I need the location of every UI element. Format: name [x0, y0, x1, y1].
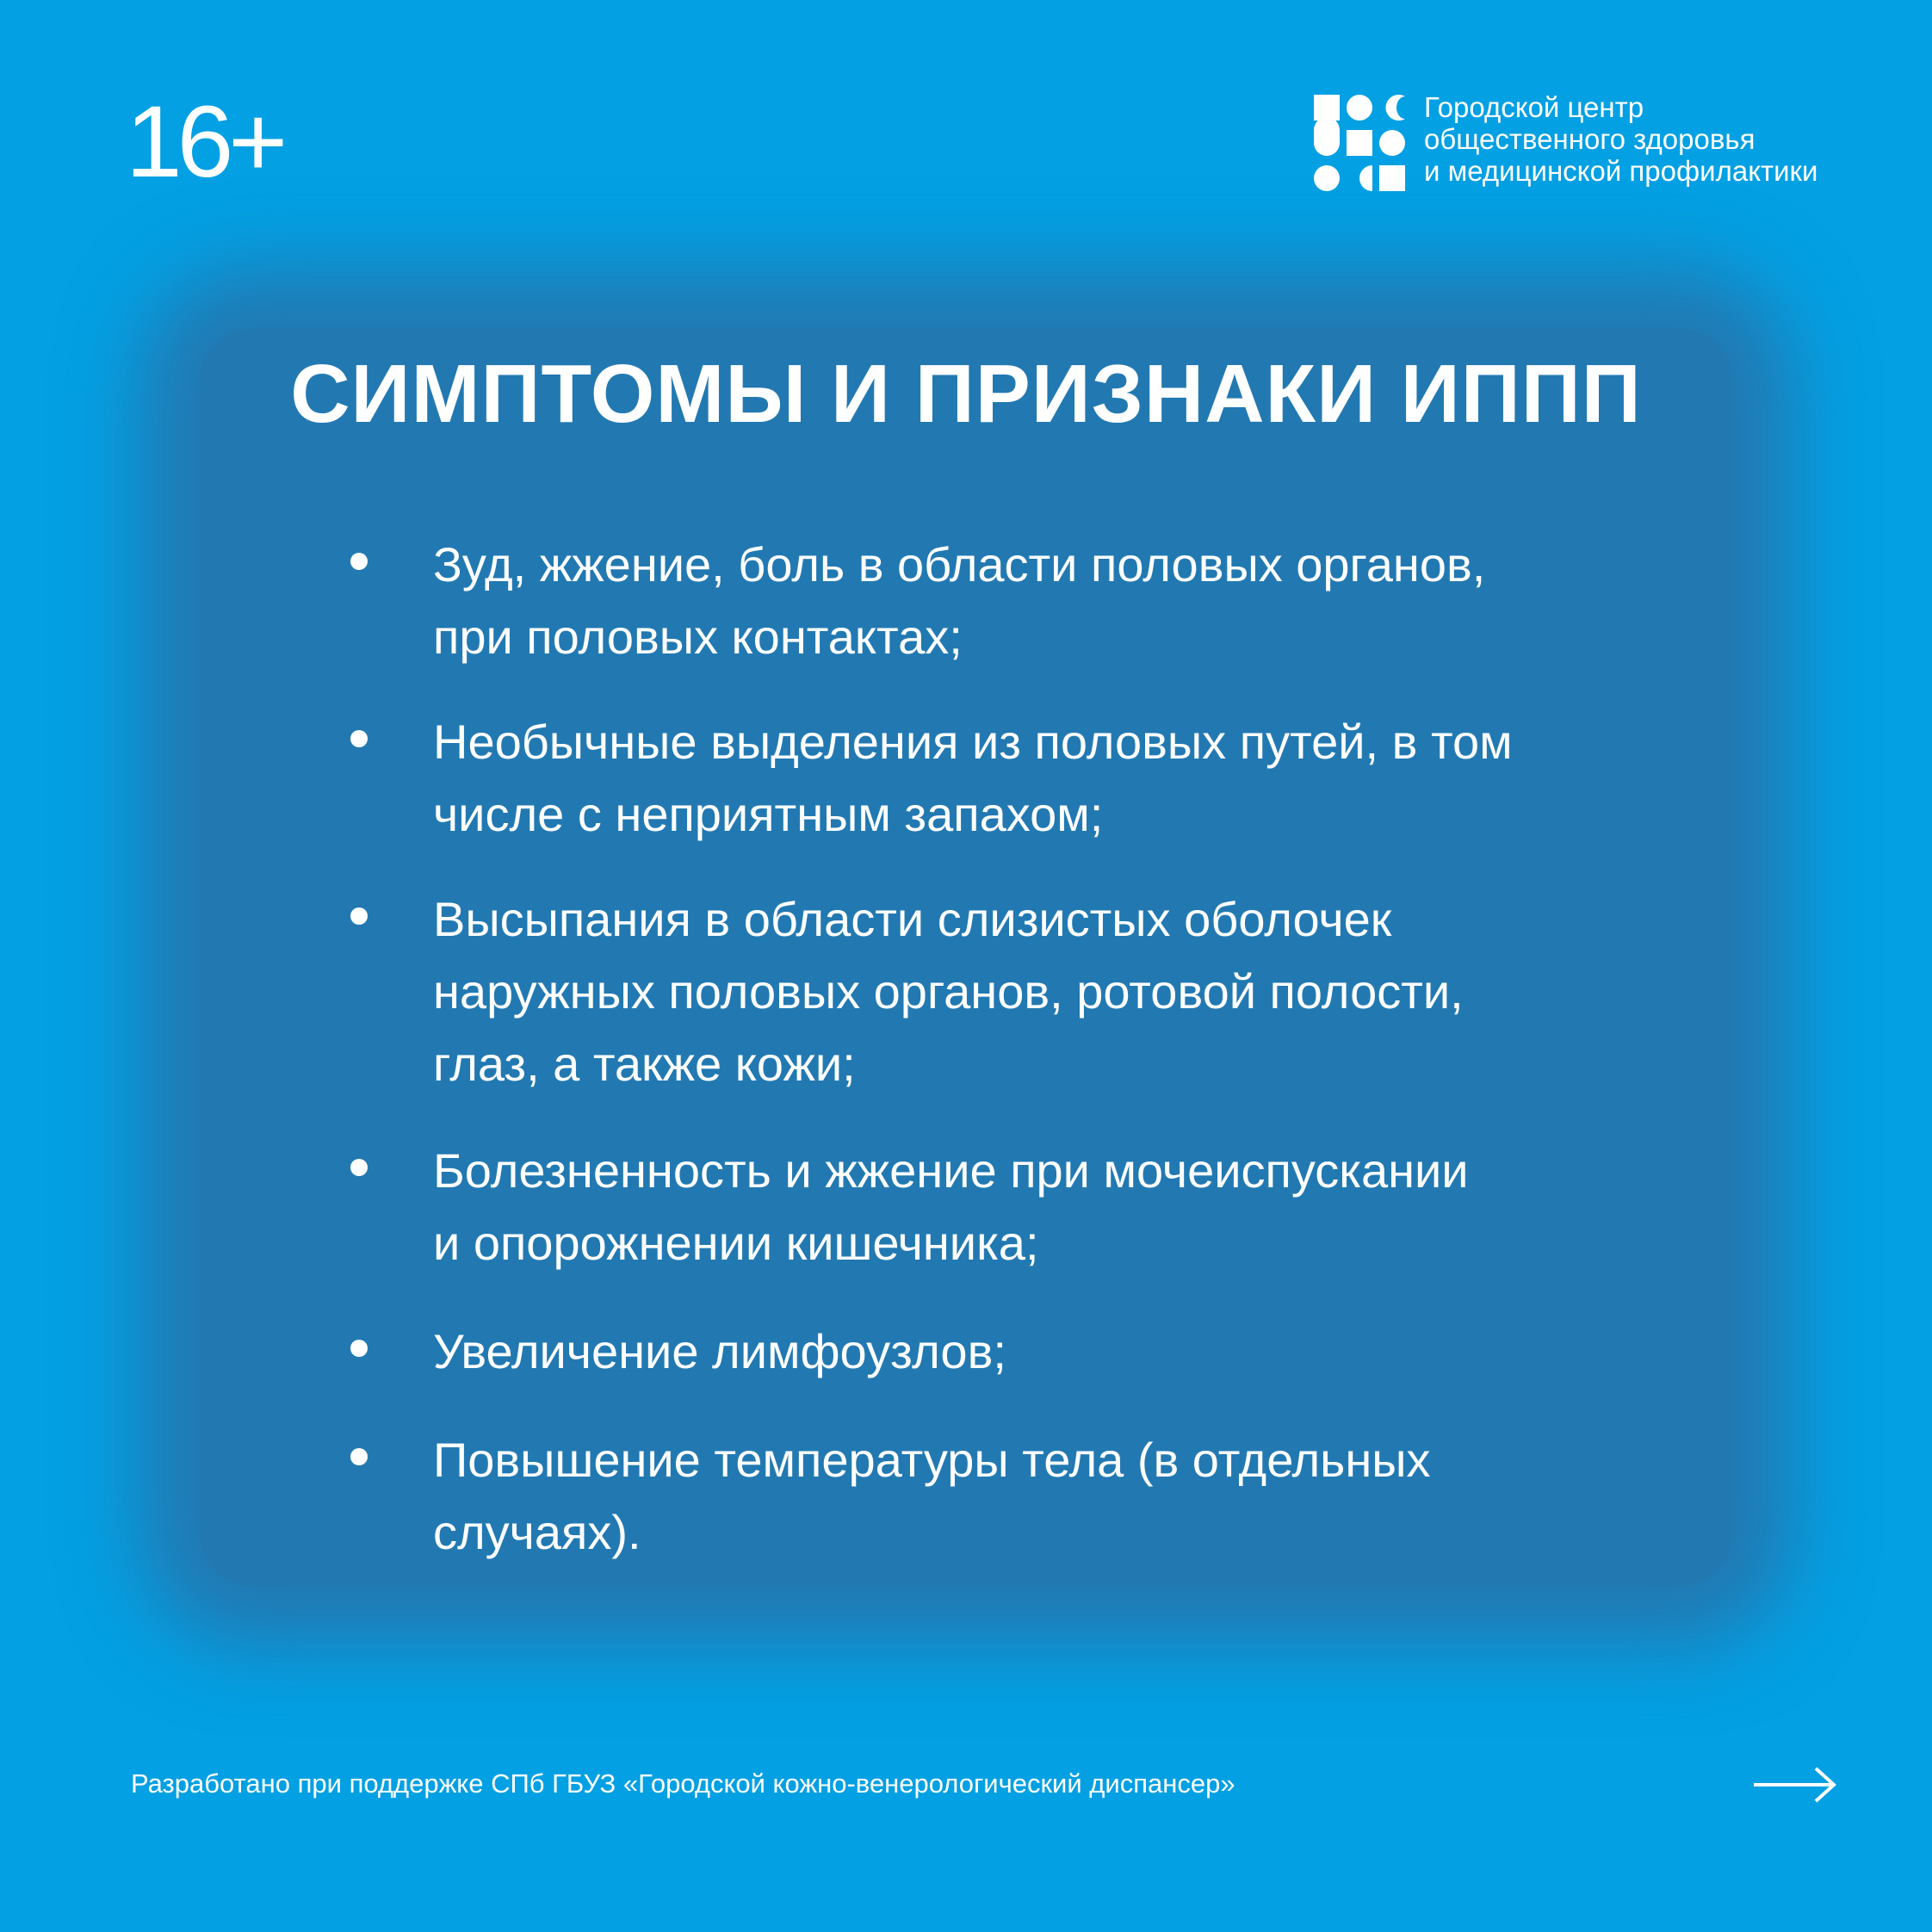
bullet-icon — [350, 1159, 368, 1176]
bullet-icon — [350, 907, 368, 925]
bullet-icon — [350, 730, 368, 747]
logo-mark-icon — [1314, 95, 1405, 191]
logo-text-line-2: общественного здоровья — [1424, 123, 1756, 155]
list-item-line: Болезненность и жжение при мочеиспускании — [433, 1143, 1469, 1198]
list-item-line: и опорожнении кишечника; — [433, 1216, 1039, 1270]
list-item-line: при половых контактах; — [433, 610, 963, 664]
list-item-line: Зуд, жжение, боль в области половых органов, — [433, 537, 1486, 591]
bullet-icon — [350, 1340, 368, 1357]
list-item-line: Увеличение лимфоузлов; — [433, 1324, 1006, 1378]
arrow-right-icon[interactable] — [1752, 1765, 1838, 1805]
logo-text-line-3: и медицинской профилактики — [1424, 155, 1818, 187]
bullet-icon — [350, 553, 368, 570]
list-item-line: Необычные выделения из половых путей, в том — [433, 715, 1513, 769]
list-item-line: числе с неприятным запахом; — [433, 787, 1104, 841]
list-item-line: Повышение температуры тела (в отдельных — [433, 1433, 1431, 1487]
organization-logo — [1314, 91, 1817, 191]
page-title: СИМПТОМЫ И ПРИЗНАКИ ИППП — [290, 348, 1642, 440]
list-item-line: Высыпания в области слизистых оболочек — [433, 892, 1392, 946]
footer-credit: Разработано при поддержке СПб ГБУЗ «Городской кожно-венерологический диспансер» — [131, 1768, 1235, 1799]
logo-text-line-1: Городской центр — [1424, 91, 1644, 123]
list-item-line: наружных половых органов, ротовой полости, — [433, 964, 1464, 1019]
bullet-icon — [350, 1448, 368, 1465]
list-item-line: глаз, а также кожи; — [433, 1037, 856, 1091]
list-item-line: случаях). — [433, 1505, 641, 1559]
age-rating: 16+ — [126, 85, 283, 199]
